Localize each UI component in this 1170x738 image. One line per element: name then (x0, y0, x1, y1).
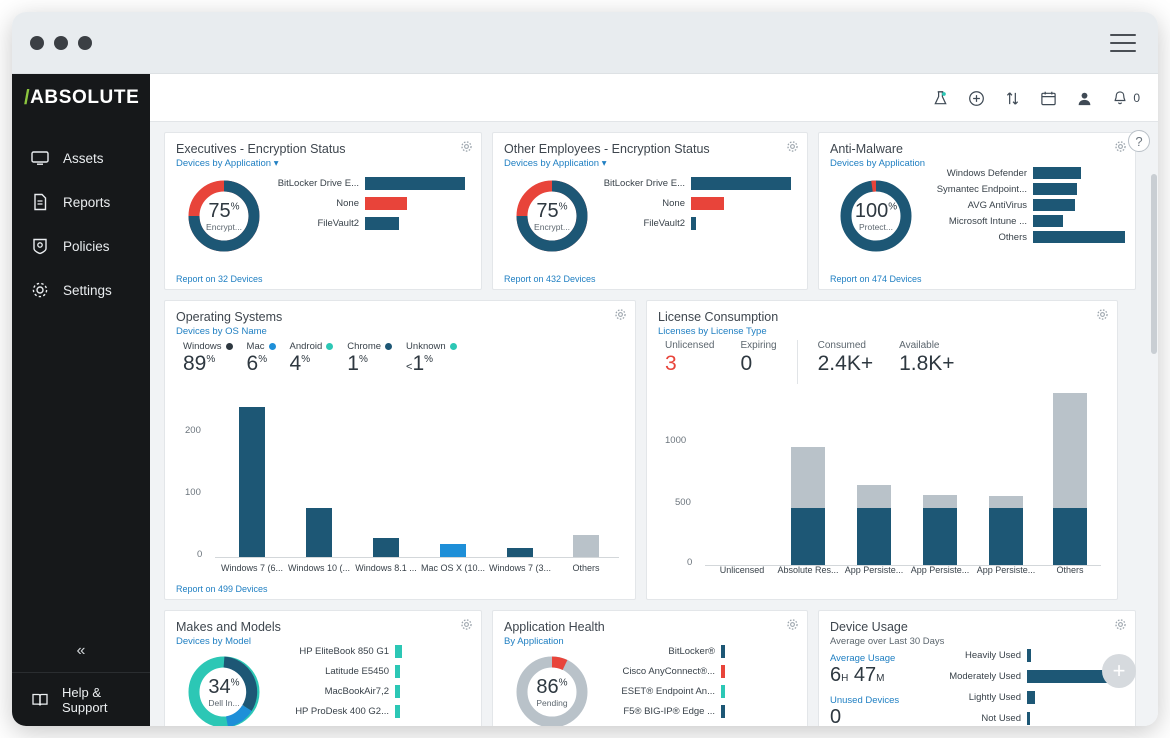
window-titlebar (12, 12, 1158, 74)
bar-row: BitLocker Drive E... (273, 177, 469, 190)
stat-expiring: Expiring 0 (740, 340, 777, 375)
bar-row: Moderately Used (931, 670, 1127, 683)
x-tick-label: App Persiste... (844, 565, 904, 575)
bar-fill (365, 217, 399, 230)
y-tick-0: 0 (197, 549, 203, 560)
gear-icon (30, 280, 50, 300)
x-tick-label: Windows 7 (3... (488, 563, 552, 573)
application-health-donut (515, 655, 589, 726)
sidebar-item-label: Reports (63, 194, 111, 210)
x-tick-label: Windows 8.1 ... (355, 563, 417, 573)
bar-fill (721, 705, 725, 718)
y-tick-1000: 1000 (665, 435, 687, 446)
calendar-icon[interactable] (1040, 90, 1057, 107)
x-tick-label: Others (572, 563, 600, 573)
donut-center (839, 179, 913, 253)
bar-fill (1033, 215, 1063, 227)
card-subtitle[interactable]: Devices by Application ▾ (176, 158, 279, 169)
flask-icon[interactable] (932, 90, 949, 107)
brand-name: ABSOLUTE (30, 87, 140, 108)
sidebar-item-label: Assets (63, 150, 104, 166)
bar-fill (691, 217, 696, 230)
bar-row: Microsoft Intune ... (917, 215, 1127, 227)
sidebar-item-label: Policies (63, 238, 110, 254)
sidebar-item-policies[interactable] (12, 224, 150, 268)
card-title: Application Health (504, 620, 605, 634)
os-legend-label: Chrome (347, 341, 392, 352)
card-subtitle[interactable]: Devices by Application ▾ (504, 158, 607, 169)
bar-row: FileVault2 (599, 217, 795, 230)
bar-column (907, 393, 973, 565)
content-scrollbar[interactable] (1151, 174, 1157, 354)
bar-fill (691, 177, 791, 190)
anti-malware-bar-list (917, 167, 1127, 243)
bar-fill (721, 665, 725, 678)
unused-devices-label[interactable]: Unused Devices (830, 695, 900, 706)
card-subtitle[interactable]: Devices by Application (830, 158, 926, 169)
donut-value: 100% (854, 199, 898, 222)
help-icon[interactable]: ? (1128, 130, 1150, 152)
average-usage-value: 6H 47M (830, 664, 885, 686)
bar-row: AVG AntiVirus (917, 199, 1127, 211)
sidebar-item-settings[interactable] (12, 268, 150, 312)
gear-icon[interactable] (460, 140, 473, 153)
card-title: Anti-Malware (830, 142, 903, 156)
card-title: License Consumption (658, 310, 779, 324)
x-tick-label: App Persiste... (910, 565, 970, 575)
y-tick-100: 100 (185, 487, 201, 498)
bar-row: Lightly Used (931, 691, 1127, 704)
stat-available: Available 1.8K+ (899, 340, 955, 375)
bar-fill (365, 177, 465, 190)
bar-column (353, 397, 419, 557)
unused-devices-value: 0 (830, 706, 842, 726)
os-legend-label: Android (290, 341, 334, 352)
card-title: Other Employees - Encryption Status (504, 142, 710, 156)
donut-label: Encrypt... (206, 221, 242, 232)
donut-label: Protect... (858, 221, 893, 232)
bar-fill (721, 685, 725, 698)
card-subtitle[interactable]: Devices by Model (176, 636, 251, 647)
bar-column (487, 397, 553, 557)
window-minimize-dot[interactable] (54, 36, 68, 50)
os-bar-chart (179, 397, 623, 577)
os-legend-item (183, 341, 233, 375)
encryption-bar-list (273, 177, 469, 230)
card-license-consumption (646, 300, 1118, 600)
window-controls[interactable] (30, 36, 92, 50)
card-footer-link[interactable]: Report on 474 Devices (830, 274, 922, 284)
sidebar-item-reports[interactable] (12, 180, 150, 224)
bar-fill (1027, 712, 1030, 725)
bar-column (709, 393, 775, 565)
card-title: Device Usage (830, 620, 908, 634)
bar-row: Latitude E5450 (269, 665, 469, 678)
bar-fill (365, 197, 407, 210)
bar-column (841, 393, 907, 565)
bar-row: Symantec Endpoint... (917, 183, 1127, 195)
os-legend-value: 1% (347, 352, 368, 375)
bar-row: Heavily Used (931, 649, 1127, 662)
card-title: Operating Systems (176, 310, 283, 324)
sidebar-collapse-button[interactable]: « (76, 642, 86, 659)
donut-label: Encrypt... (534, 221, 570, 232)
x-tick-label: Others (1056, 565, 1084, 575)
sidebar-bottom (12, 630, 150, 726)
card-footer-link[interactable]: Report on 32 Devices (176, 274, 263, 284)
bar-column (553, 397, 619, 557)
bar-fill (395, 685, 400, 698)
add-circle-icon[interactable] (968, 90, 985, 107)
donut-center (515, 655, 589, 726)
donut-center (187, 655, 261, 726)
dashboard-row-2 (164, 300, 1148, 600)
encryption-bar-list (599, 177, 795, 230)
sidebar-item-label: Settings (63, 282, 112, 298)
book-icon (30, 690, 50, 710)
monitor-icon (30, 148, 50, 168)
donut-value: 34% (208, 675, 240, 698)
card-device-usage (818, 610, 1136, 726)
makes-models-donut (187, 655, 261, 726)
encryption-donut (515, 179, 589, 253)
gear-icon[interactable] (1096, 308, 1109, 321)
card-subtitle[interactable]: By Application (504, 636, 564, 647)
gear-icon[interactable] (460, 618, 473, 631)
bar-row: HP ProDesk 400 G2... (269, 705, 469, 718)
bar-row: ESET® Endpoint An... (597, 685, 797, 698)
os-legend-value: 89% (183, 352, 216, 375)
bar-fill (1027, 691, 1035, 704)
makes-models-bar-list (269, 645, 469, 718)
anti-malware-donut (839, 179, 913, 253)
x-tick-label: Unlicensed (719, 565, 765, 575)
card-subtitle[interactable]: Devices by OS Name (176, 326, 267, 337)
gear-icon[interactable] (786, 140, 799, 153)
bar-column (219, 397, 285, 557)
brand-logo (12, 74, 150, 122)
donut-center (515, 179, 589, 253)
encryption-donut (187, 179, 261, 253)
donut-center (187, 179, 261, 253)
sidebar-item-help-support[interactable] (12, 672, 150, 726)
os-legend-value: 4% (289, 352, 311, 375)
brand-slash: / (24, 86, 31, 109)
bar-fill (691, 197, 724, 210)
application-health-bar-list (597, 645, 797, 718)
card-title: Executives - Encryption Status (176, 142, 346, 156)
x-tick-label: Windows 10 (... (287, 563, 351, 573)
card-anti-malware (818, 132, 1136, 290)
sidebar-item-assets[interactable] (12, 136, 150, 180)
bar-fill (1033, 199, 1075, 211)
card-subtitle[interactable]: Licenses by License Type (658, 326, 767, 337)
bar-fill (721, 645, 725, 658)
x-tick-label: Absolute Res... (777, 565, 839, 575)
dashboard-row-1 (164, 132, 1148, 290)
card-makes-and-models (164, 610, 482, 726)
license-stats (665, 340, 955, 384)
bar-fill (395, 645, 402, 658)
bar-fill (1033, 183, 1077, 195)
bar-row: BitLocker Drive E... (599, 177, 795, 190)
bar-column (1039, 393, 1101, 565)
card-application-health (492, 610, 808, 726)
bar-fill (395, 705, 400, 718)
os-legend-label: Mac (247, 341, 276, 352)
os-legend-value: 6% (246, 352, 268, 375)
y-tick-200: 200 (185, 425, 201, 436)
divider (797, 340, 798, 384)
os-legend-item (347, 341, 392, 375)
gear-icon[interactable] (786, 618, 799, 631)
bar-row: F5® BIG-IP® Edge ... (597, 705, 797, 718)
browser-window (12, 12, 1158, 726)
card-operating-systems (164, 300, 636, 600)
stat-consumed: Consumed 2.4K+ (817, 340, 874, 375)
donut-value: 75% (536, 199, 568, 222)
donut-label: Dell In... (208, 697, 240, 708)
bar-row: Windows Defender (917, 167, 1127, 179)
topbar-icons (932, 74, 1140, 122)
bar-column (285, 397, 353, 557)
document-icon (30, 192, 50, 212)
os-legend (183, 341, 457, 375)
stat-unlicensed: Unlicensed 3 (665, 340, 715, 375)
bar-row: None (599, 197, 795, 210)
window-maximize-dot[interactable] (78, 36, 92, 50)
card-footer-link[interactable]: Report on 432 Devices (504, 274, 596, 284)
sort-icon[interactable] (1004, 90, 1021, 107)
user-icon[interactable] (1076, 90, 1093, 107)
device-usage-bar-list (931, 649, 1127, 725)
window-close-dot[interactable] (30, 36, 44, 50)
card-subtitle: Average over Last 30 Days (830, 636, 945, 647)
x-tick-label: Windows 7 (6... (220, 563, 284, 573)
bar-row: BitLocker® (597, 645, 797, 658)
bar-fill (1033, 231, 1125, 243)
device-usage-stats (830, 653, 899, 726)
notifications[interactable] (1112, 90, 1140, 106)
shield-icon (30, 236, 50, 256)
gear-icon[interactable] (614, 308, 627, 321)
y-tick-500: 500 (675, 497, 691, 508)
bar-row: Cisco AnyConnect®... (597, 665, 797, 678)
card-title: Makes and Models (176, 620, 281, 634)
gear-icon[interactable] (1114, 140, 1127, 153)
donut-label: Pending (536, 697, 568, 708)
dashboard-content (150, 122, 1158, 726)
os-legend-label: Unknown (406, 341, 457, 352)
average-usage-label[interactable]: Average Usage (830, 653, 896, 664)
topbar (150, 74, 1158, 122)
y-tick-0: 0 (687, 557, 693, 568)
donut-value: 86% (536, 675, 568, 698)
bar-fill (1027, 649, 1031, 662)
license-bar-chart (661, 393, 1105, 585)
donut-value: 75% (208, 199, 240, 222)
gear-icon[interactable] (1114, 618, 1127, 631)
bar-row: FileVault2 (273, 217, 469, 230)
x-tick-label: App Persiste... (976, 565, 1036, 575)
notification-count: 0 (1133, 91, 1140, 105)
bar-row: MacBookAir7,2 (269, 685, 469, 698)
sidebar-nav (12, 136, 150, 312)
bar-row: None (273, 197, 469, 210)
bar-column (419, 397, 487, 557)
os-legend-value: <1% (406, 352, 434, 375)
os-legend-label: Windows (183, 341, 233, 352)
add-widget-button[interactable]: + (1102, 654, 1136, 688)
browser-menu-icon[interactable] (1110, 34, 1136, 52)
bar-column (973, 393, 1039, 565)
bar-fill (395, 665, 400, 678)
os-legend-item (247, 341, 276, 375)
bar-column (775, 393, 841, 565)
bar-fill (1033, 167, 1081, 179)
dashboard-row-3 (164, 610, 1148, 726)
x-tick-label: Mac OS X (10... (420, 563, 486, 573)
card-other-employees-encryption-status (492, 132, 808, 290)
card-footer-link[interactable]: Report on 499 Devices (176, 584, 268, 594)
help-support-label: Help & Support (61, 684, 108, 715)
card-executives-encryption-status (164, 132, 482, 290)
app-body (12, 74, 1158, 726)
os-legend-item (290, 341, 334, 375)
os-legend-item (406, 341, 457, 375)
sidebar (12, 74, 150, 726)
bar-row: HP EliteBook 850 G1 (269, 645, 469, 658)
bar-row: Others (917, 231, 1127, 243)
bar-row: Not Used (931, 712, 1127, 725)
bell-icon (1112, 90, 1128, 106)
